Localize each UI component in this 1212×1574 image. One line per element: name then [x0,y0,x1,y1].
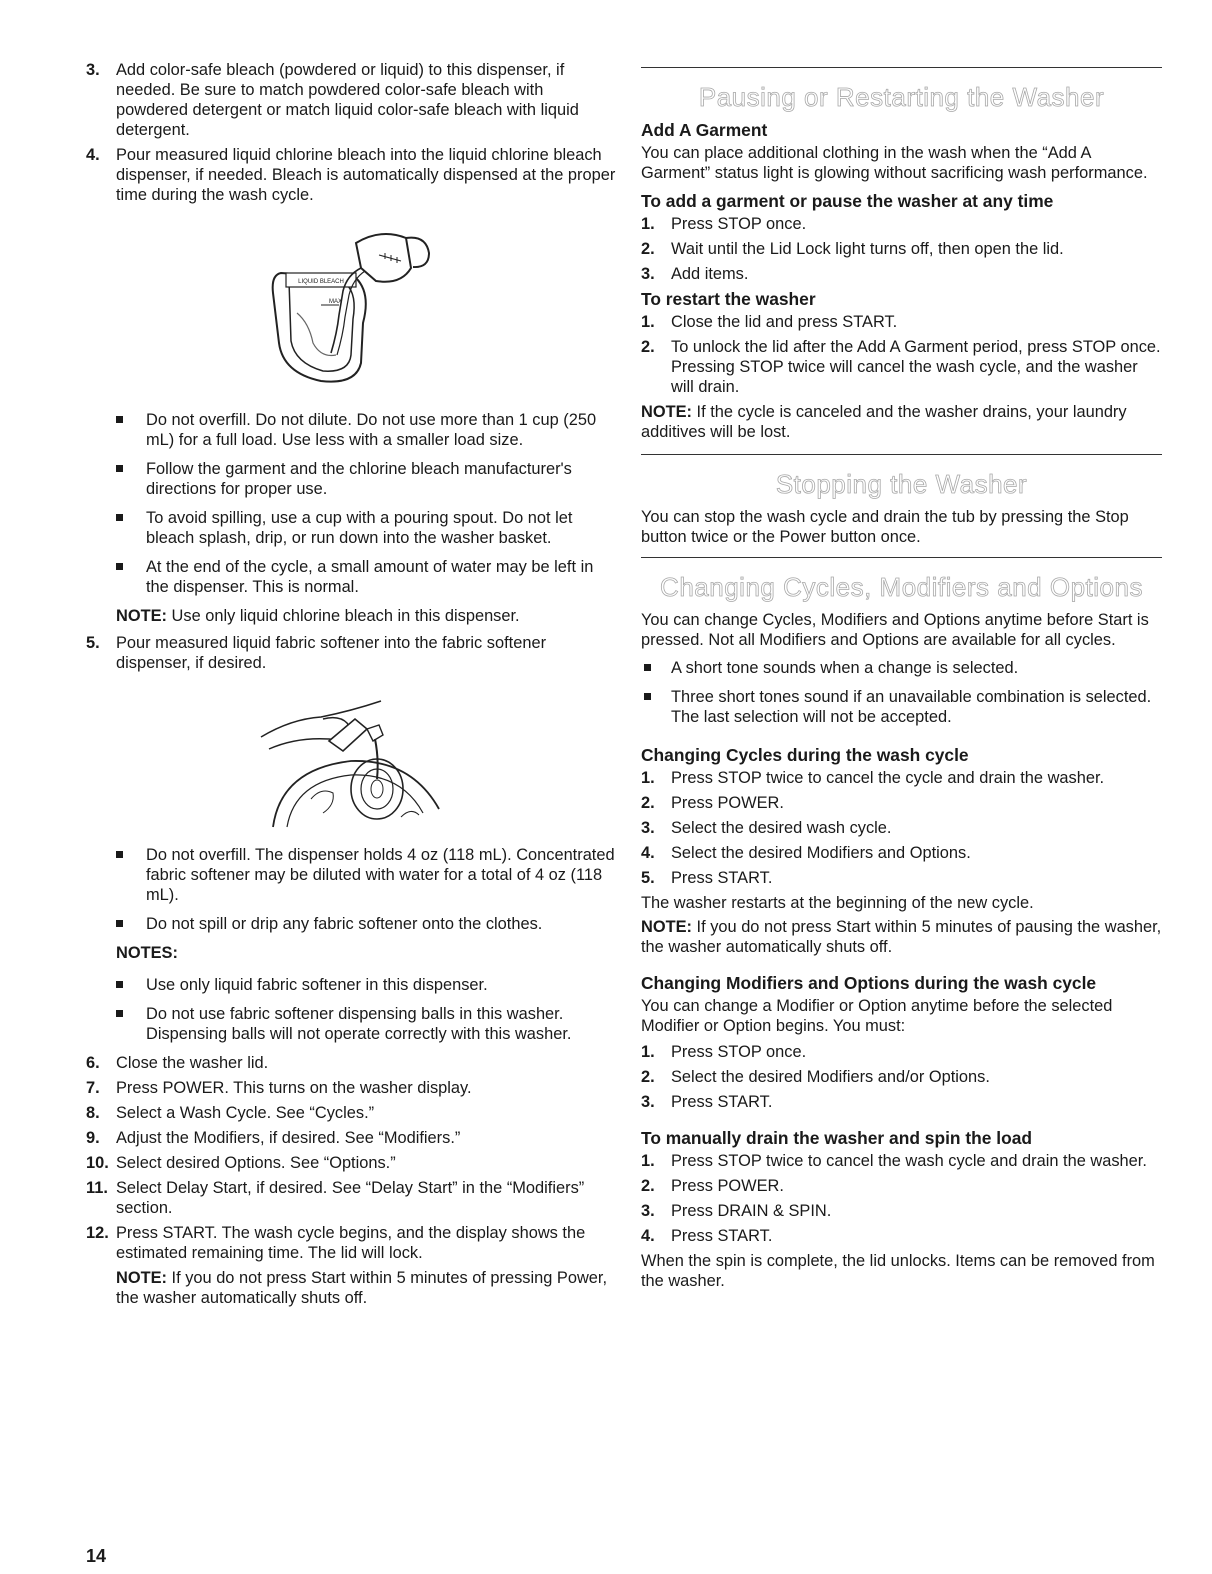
bullet-text: Use only liquid fabric softener in this dispenser. [146,976,488,994]
step-number: 1. [641,313,655,331]
note-text: If you do not press Start within 5 minutes of pausing the washer, the washer automatically shuts off. [641,918,1162,956]
section-divider [641,67,1162,68]
pausing-note [641,402,1162,442]
step-text: Select the desired wash cycle. [671,819,892,837]
step-text: Select desired Options. See “Options.” [116,1154,396,1172]
step-text: Press POWER. This turns on the washer display. [116,1079,472,1097]
step-3 [86,60,616,140]
final-note [86,1268,616,1308]
bullet-icon [116,465,123,472]
step-number: 9. [86,1129,100,1147]
list-item [641,868,1162,888]
list-item [641,1067,1162,1087]
dispenser-label: LIQUID BLEACH [298,279,344,285]
note-label: NOTE: [641,403,692,421]
step-text: Press START. [671,1093,773,1111]
note-label: NOTE: [116,1269,167,1287]
section-divider [641,454,1162,455]
step-12 [86,1223,616,1263]
softener-bullet [86,914,616,934]
list-item [641,768,1162,788]
step-7 [86,1078,616,1098]
drain-heading: To manually drain the washer and spin the load [641,1128,1033,1148]
step-number: 3. [86,61,100,79]
right-column [641,67,1162,1291]
bullet-icon [644,664,651,671]
step-text: Pour measured liquid chlorine bleach into the liquid chlorine bleach dispenser, if needed. Bleach is automatically dispensed at the proper time during the wash cycle. [116,146,616,204]
changing-bullet [641,658,1162,678]
step-text: Press POWER. [671,794,784,812]
restart-text: The washer restarts at the beginning of the new cycle. [641,894,1034,912]
page-number: 14 [86,1546,107,1566]
bleach-bullet [86,410,616,450]
bullet-text: Do not use fabric softener dispensing balls in this washer. Dispensing balls will not operate correctly with this washer. [146,1005,572,1043]
bullet-text: A short tone sounds when a change is selected. [671,659,1019,677]
step-text: Press STOP twice to cancel the wash cycle and drain the washer. [671,1152,1147,1170]
softener-pour-icon [251,689,451,829]
step-number: 10. [86,1154,109,1172]
step-number: 1. [641,215,655,233]
step-number: 4. [86,146,100,164]
step-number: 1. [641,769,655,787]
changing-bullet [641,687,1162,727]
bullet-icon [116,920,123,927]
step-text: Press STOP twice to cancel the cycle and drain the washer. [671,769,1105,787]
note-text: If the cycle is canceled and the washer drains, your laundry additives will be lost. [641,403,1127,441]
step-text: Close the washer lid. [116,1054,269,1072]
step-number: 3. [641,1093,655,1111]
step-number: 2. [641,794,655,812]
softener-dispenser-illustration [251,689,451,829]
max-label: MAX [329,299,343,305]
step-5 [86,633,616,673]
step-text: Wait until the Lid Lock light turns off, then open the lid. [671,240,1064,258]
step-number: 12. [86,1224,109,1242]
bullet-icon [116,1010,123,1017]
section-title-changing: Changing Cycles, Modifiers and Options [660,572,1143,602]
bullet-text: Three short tones sound if an unavailable combination is selected. The last selection will not be accepted. [671,688,1152,726]
step-6 [86,1053,616,1073]
step-text: Press START. The wash cycle begins, and the display shows the estimated remaining time. The lid will lock. [116,1224,586,1262]
bleach-pour-icon [261,223,441,398]
stopping-text: You can stop the wash cycle and drain the tub by pressing the Stop button twice or the Power button once. [641,508,1129,546]
bullet-text: Follow the garment and the chlorine bleach manufacturer's directions for proper use. [146,460,572,498]
bullet-text: Do not spill or drip any fabric softener onto the clothes. [146,915,543,933]
note-label: NOTE: [116,607,167,625]
step-text: Add items. [671,265,749,283]
step-text: To unlock the lid after the Add A Garment period, press STOP once. Pressing STOP twice will cancel the wash cycle, and the washer will drain. [671,338,1161,396]
step-text: Select the desired Modifiers and Options. [671,844,971,862]
bullet-text: Do not overfill. Do not dilute. Do not use more than 1 cup (250 mL) for a full load. Use less with a smaller load size. [146,411,597,449]
list-item [641,1042,1162,1062]
step-number: 11. [86,1179,108,1197]
step-text: Press START. [671,1227,773,1245]
step-number: 3. [641,819,655,837]
step-number: 1. [641,1152,655,1170]
modifiers-intro: You can change a Modifier or Option anytime before the selected Modifier or Option begins. You must: [641,997,1113,1035]
step-text: Adjust the Modifiers, if desired. See “Modifiers.” [116,1129,461,1147]
bullet-icon [116,981,123,988]
list-item [641,1201,1162,1221]
step-8 [86,1103,616,1123]
step-number: 2. [641,240,655,258]
list-item [641,843,1162,863]
softener-bullet [86,845,616,905]
bullet-icon [116,851,123,858]
note-text: If you do not press Start within 5 minutes of pressing Power, the washer automatically shuts off. [116,1269,608,1307]
step-text: Press POWER. [671,1177,784,1195]
step-text: Close the lid and press START. [671,313,898,331]
step-number: 5. [641,869,655,887]
step-number: 8. [86,1104,100,1122]
note-label: NOTE: [641,918,692,936]
modifiers-heading: Changing Modifiers and Options during the wash cycle [641,973,1097,993]
step-number: 4. [641,844,655,862]
notes-heading: NOTES: [116,944,178,962]
changing-note [641,917,1162,957]
bullet-text: To avoid spilling, use a cup with a pouring spout. Do not let bleach splash, drip, or run down into the washer basket. [146,509,573,547]
step-text: Select the desired Modifiers and/or Options. [671,1068,990,1086]
step-number: 3. [641,1202,655,1220]
bleach-bullet [86,459,616,499]
bullet-text: Do not overfill. The dispenser holds 4 oz (118 mL). Concentrated fabric softener may be diluted with water for a total of 4 oz (118 mL). [146,846,615,904]
drain-end-text: When the spin is complete, the lid unlocks. Items can be removed from the washer. [641,1252,1155,1290]
bleach-note [86,606,616,626]
changing-intro: You can change Cycles, Modifiers and Options anytime before Start is pressed. Not all Modifiers and Options are available for all cycles. [641,611,1149,649]
step-4 [86,145,616,205]
list-item [641,214,1162,234]
step-9 [86,1128,616,1148]
bleach-bullet [86,508,616,548]
notes-bullet [86,1004,616,1044]
step-text: Add color-safe bleach (powdered or liquid) to this dispenser, if needed. Be sure to match powdered color-safe bleach with powdered detergent or match liquid color-safe bleach with liquid detergent. [116,61,579,139]
step-text: Pour measured liquid fabric softener into the fabric softener dispenser, if desired. [116,634,547,672]
bullet-icon [116,514,123,521]
list-item [641,1092,1162,1112]
step-text: Press DRAIN & SPIN. [671,1202,832,1220]
add-garment-heading: Add A Garment [641,120,768,140]
step-number: 3. [641,265,655,283]
section-divider [641,557,1162,558]
list-item [641,1151,1162,1171]
cycles-heading: Changing Cycles during the wash cycle [641,745,969,765]
step-text: Press STOP once. [671,1043,807,1061]
step-number: 5. [86,634,100,652]
list-item [641,1176,1162,1196]
list-item [641,1226,1162,1246]
list-item [641,818,1162,838]
step-number: 2. [641,338,655,356]
step-11 [86,1178,616,1218]
list-item [641,264,1162,284]
bullet-icon [116,563,123,570]
restart-heading: To restart the washer [641,289,816,309]
step-number: 7. [86,1079,100,1097]
step-number: 6. [86,1054,100,1072]
step-number: 4. [641,1227,655,1245]
bleach-dispenser-illustration [261,223,441,398]
bullet-icon [644,693,651,700]
bleach-bullet [86,557,616,597]
step-text: Press STOP once. [671,215,807,233]
step-number: 2. [641,1177,655,1195]
left-column [86,60,616,1315]
list-item [641,337,1162,397]
step-text: Press START. [671,869,773,887]
to-add-heading: To add a garment or pause the washer at any time [641,191,1054,211]
note-text: Use only liquid chlorine bleach in this dispenser. [167,607,520,625]
step-text: Select a Wash Cycle. See “Cycles.” [116,1104,375,1122]
notes-bullet [86,975,616,995]
list-item [641,312,1162,332]
section-title-pausing: Pausing or Restarting the Washer [698,82,1105,112]
add-garment-text: You can place additional clothing in the wash when the “Add A Garment” status light is glowing without sacrificing wash performance. [641,144,1148,182]
list-item [641,793,1162,813]
step-text: Select Delay Start, if desired. See “Delay Start” in the “Modifiers” section. [116,1179,585,1217]
bullet-text: At the end of the cycle, a small amount of water may be left in the dispenser. This is normal. [146,558,594,596]
list-item [641,239,1162,259]
section-title-stopping: Stopping the Washer [775,469,1028,499]
step-number: 2. [641,1068,655,1086]
step-number: 1. [641,1043,655,1061]
step-10 [86,1153,616,1173]
bullet-icon [116,416,123,423]
